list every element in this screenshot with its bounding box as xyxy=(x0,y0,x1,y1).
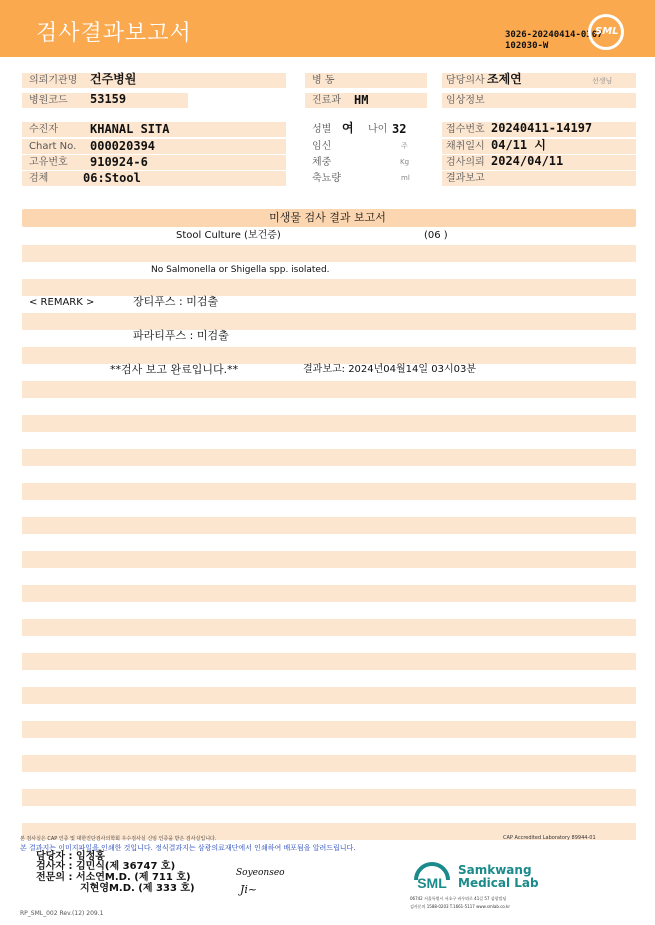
patient-label: 수진자 xyxy=(29,124,58,135)
result-stripe xyxy=(22,279,636,296)
result-stripe xyxy=(22,483,636,500)
collection-value: 04/11 시 xyxy=(491,138,546,152)
specialist-line-2: 지현영M.D. (제 333 호) xyxy=(80,883,195,894)
doctor-label: 담당의사 xyxy=(446,75,485,86)
address-line: 06742 서울특별시 서초구 바우뫼로 41길 57 삼광빌딩 xyxy=(410,896,507,901)
id-label: 고유번호 xyxy=(29,157,68,168)
result-stripe xyxy=(22,449,636,466)
result-stripe xyxy=(22,245,636,262)
ward-label: 병 동 xyxy=(312,75,335,86)
result-stripe xyxy=(22,313,636,330)
result-stripe xyxy=(22,619,636,636)
signature-1: Soyeonseo xyxy=(236,868,285,878)
id-value: 910924-6 xyxy=(90,155,148,169)
receipt-label: 접수번호 xyxy=(446,124,485,135)
specialist-line-1: 전문의 : 서소연M.D. (제 711 호) xyxy=(36,872,191,883)
result-stripe xyxy=(22,517,636,534)
finding-text: No Salmonella or Shigella spp. isolated. xyxy=(151,265,330,275)
dept-label: 진료과 xyxy=(312,95,341,106)
result-stripe xyxy=(22,347,636,364)
info-bar xyxy=(22,171,286,186)
manager-line: 담당자 : 임정홍 xyxy=(36,851,105,862)
request-label: 검사의뢰 xyxy=(446,157,485,168)
doctor-value: 조제연 xyxy=(487,72,522,86)
sml-header-logo-text: SML xyxy=(595,26,619,37)
receipt-value: 20240411-14197 xyxy=(491,121,593,135)
referring-label: 의뢰기관명 xyxy=(29,75,78,86)
hospital-code-label: 병원코드 xyxy=(29,95,68,106)
urine-unit: ml xyxy=(401,174,410,182)
report-code-line2: 102030-W xyxy=(505,41,549,51)
result-stripe xyxy=(22,653,636,670)
remark-paratyphoid: 파라티푸스 : 미검출 xyxy=(133,329,229,342)
hospital-code-value: 53159 xyxy=(90,92,127,106)
report-label: 결과보고 xyxy=(446,173,485,184)
chart-label: Chart No. xyxy=(29,141,77,152)
result-stripe xyxy=(22,755,636,772)
culture-code: (06 ) xyxy=(424,230,448,241)
dept-value: HM xyxy=(354,93,369,107)
clinical-label: 임상정보 xyxy=(446,95,485,106)
specimen-label: 검체 xyxy=(29,173,49,184)
report-time: 결과보고: 2024년04월14일 03시03분 xyxy=(303,364,477,375)
culture-name: Stool Culture (보건증) xyxy=(176,230,281,241)
patient-value: KHANAL SITA xyxy=(90,122,170,136)
result-stripe xyxy=(22,415,636,432)
cap-line: CAP Accredited Laboratory 89944-01 xyxy=(503,835,596,841)
request-value: 2024/04/11 xyxy=(491,154,564,168)
form-code: RP_SML_002 Rev.(12) 209.1 xyxy=(20,910,104,917)
sml-logo-icon xyxy=(410,856,454,900)
result-stripe xyxy=(22,721,636,738)
brand-line-1: Samkwang xyxy=(458,863,532,877)
age-value: 32 xyxy=(392,122,407,136)
section-title: 미생물 검사 결과 보고서 xyxy=(269,211,386,224)
examiner-line: 검사자 : 김민식(제 36747 호) xyxy=(36,861,176,872)
notice-line: 본 결과지는 이미지파일을 인쇄한 것입니다. 정식결과지는 삼광의료재단에서 인쇄하여 배포됨을 알려드립니다. xyxy=(20,844,356,852)
cert-line: 본 검사실은 CAP 인증 및 대한진단검사의학회 우수검사실 신임 인증을 받은 검사실입니다. xyxy=(20,836,217,842)
result-stripe xyxy=(22,585,636,602)
remark-label: < REMARK > xyxy=(29,297,95,308)
weight-unit: Kg xyxy=(400,158,410,166)
weight-label: 체중 xyxy=(312,157,332,168)
urine-label: 축뇨량 xyxy=(312,173,341,184)
report-code-line1: 3026-20240414-0307 xyxy=(505,30,603,40)
result-stripe xyxy=(22,789,636,806)
contact-line: 검사문의 1588-0203 T.1661-5117 www.smlab.co.kr xyxy=(410,904,510,909)
doctor-suffix: 선생님 xyxy=(592,77,613,85)
pregnancy-label: 임신 xyxy=(312,141,332,152)
brand-line-2: Medical Lab xyxy=(458,876,539,890)
report-title: 검사결과보고서 xyxy=(36,21,192,46)
signature-2: Ji~ xyxy=(240,883,258,896)
svg-text:SML: SML xyxy=(417,875,447,891)
chart-value: 000020394 xyxy=(90,139,156,153)
sex-value: 여 xyxy=(342,121,354,135)
result-stripe xyxy=(22,551,636,568)
referring-value: 건주병원 xyxy=(90,72,137,86)
sex-label: 성별 xyxy=(312,124,332,135)
collection-label: 채취일시 xyxy=(446,141,485,152)
specimen-value: 06:Stool xyxy=(83,171,141,185)
result-stripe xyxy=(22,381,636,398)
report-complete-text: **검사 보고 완료입니다.** xyxy=(110,363,239,376)
pregnancy-unit: 주 xyxy=(401,142,408,150)
remark-typhoid: 장티푸스 : 미검출 xyxy=(133,295,219,308)
age-label: 나이 xyxy=(368,124,388,135)
result-stripe xyxy=(22,687,636,704)
